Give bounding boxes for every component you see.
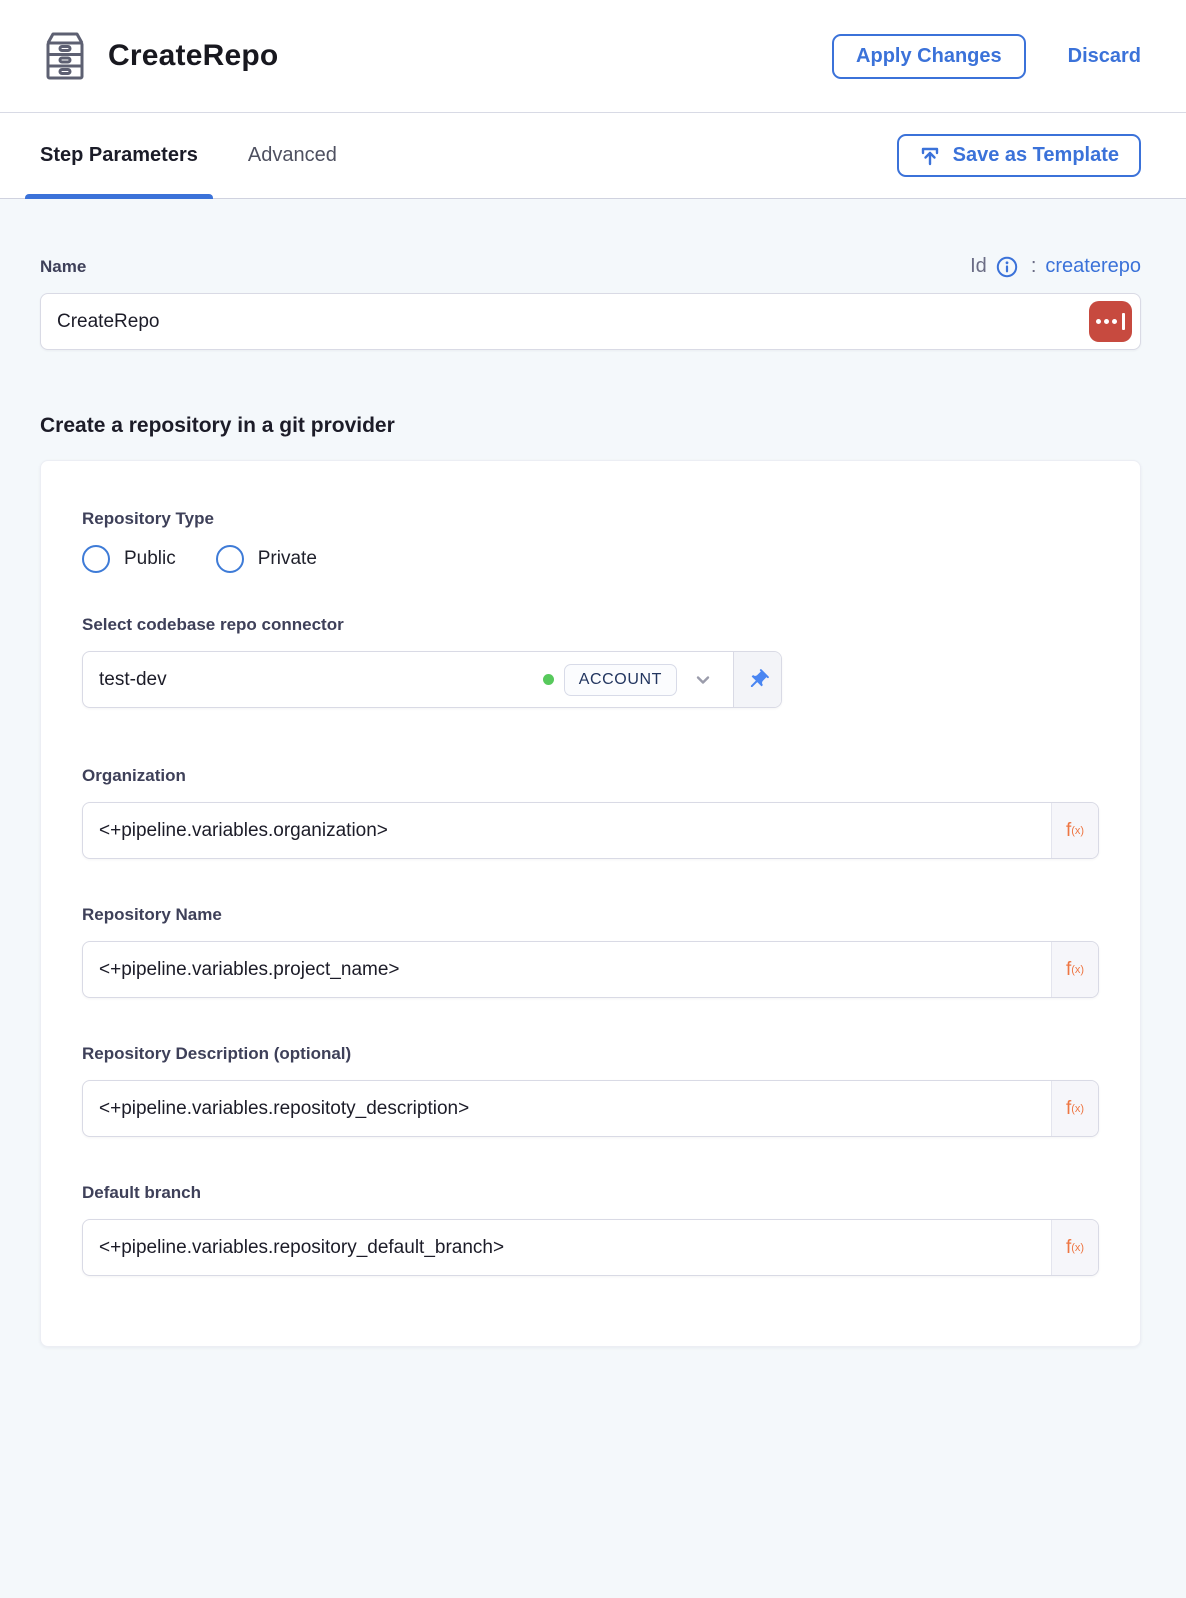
page-title: CreateRepo	[108, 39, 279, 72]
repository-name-field-group	[82, 905, 1099, 998]
default-branch-label: Default branch	[82, 1183, 202, 1202]
fx-f: f	[1065, 819, 1072, 841]
repository-name-input[interactable]	[83, 942, 1051, 997]
fx-f: f	[1065, 1097, 1072, 1119]
repository-name-label: Repository Name	[82, 905, 222, 924]
fx-sub: (x)	[1071, 1102, 1085, 1115]
expression-fx-icon[interactable]	[1051, 942, 1098, 997]
expression-fx-icon[interactable]	[1051, 803, 1098, 858]
tab-step-parameters[interactable]: Step Parameters	[25, 113, 213, 198]
expression-fx-icon[interactable]	[1051, 1220, 1098, 1275]
discard-button[interactable]: Discard	[1067, 44, 1141, 67]
fx-f: f	[1065, 1236, 1072, 1258]
connector-scope-badge: ACCOUNT	[564, 664, 677, 696]
id-value: createrepo	[1045, 255, 1141, 277]
id-colon: :	[1030, 255, 1037, 277]
save-as-template-button[interactable]	[897, 134, 1141, 177]
section-heading: Create a repository in a git provider	[40, 414, 395, 437]
info-icon[interactable]	[996, 256, 1018, 278]
connector-label: Select codebase repo connector	[82, 615, 344, 634]
connector-main	[83, 652, 733, 707]
tab-advanced[interactable]: Advanced	[233, 113, 352, 198]
fx-sub: (x)	[1071, 963, 1085, 976]
fx-sub: (x)	[1071, 1241, 1085, 1254]
radio-public[interactable]	[82, 545, 176, 573]
step-parameters-panel	[0, 199, 1186, 1598]
input-type-selector-icon[interactable]	[1089, 301, 1132, 342]
repository-description-input[interactable]	[83, 1081, 1051, 1136]
tab-bar	[0, 113, 1186, 199]
name-input[interactable]	[57, 311, 1089, 333]
fx-f: f	[1065, 958, 1072, 980]
chevron-down-icon[interactable]	[693, 670, 713, 690]
radio-public-label: Public	[124, 548, 176, 569]
name-row	[40, 255, 1141, 278]
connector-select[interactable]	[82, 651, 782, 708]
save-as-template-label: Save as Template	[952, 144, 1119, 166]
dot	[1104, 319, 1109, 324]
default-branch-input[interactable]	[83, 1220, 1051, 1275]
cursor-bar	[1122, 313, 1125, 330]
step-config-header	[0, 0, 1186, 113]
organization-input[interactable]	[83, 803, 1051, 858]
repository-description-label: Repository Description (optional)	[82, 1044, 352, 1063]
pushpin-icon	[741, 663, 775, 697]
upload-icon	[919, 145, 941, 167]
name-input-container	[40, 293, 1141, 350]
repository-description-input-container	[82, 1080, 1099, 1137]
radio-private-label: Private	[257, 548, 317, 569]
drawer-stack-icon	[40, 30, 90, 82]
repository-type-options	[82, 545, 1099, 573]
step-id-group	[970, 255, 1141, 278]
repository-description-field-group	[82, 1044, 1099, 1137]
fx-sub: (x)	[1071, 824, 1085, 837]
apply-changes-button[interactable]: Apply Changes	[832, 34, 1026, 79]
dot	[1112, 319, 1117, 324]
id-label: Id	[970, 255, 987, 277]
pin-connector-button[interactable]	[733, 652, 781, 707]
step-settings-card	[40, 460, 1141, 1347]
dot	[1096, 319, 1101, 324]
tabbar-spacer	[352, 113, 897, 198]
default-branch-input-container	[82, 1219, 1099, 1276]
connector-status-dot	[543, 674, 554, 685]
name-label: Name	[40, 256, 87, 276]
organization-input-container	[82, 802, 1099, 859]
organization-label: Organization	[82, 766, 186, 785]
repository-type-label: Repository Type	[82, 509, 214, 528]
repository-name-input-container	[82, 941, 1099, 998]
expression-fx-icon[interactable]	[1051, 1081, 1098, 1136]
radio-public-input[interactable]	[82, 545, 110, 573]
radio-private-input[interactable]	[216, 545, 244, 573]
organization-field-group	[82, 766, 1099, 859]
connector-value: test-dev	[99, 668, 167, 690]
default-branch-field-group	[82, 1183, 1099, 1276]
radio-private[interactable]	[216, 545, 317, 573]
